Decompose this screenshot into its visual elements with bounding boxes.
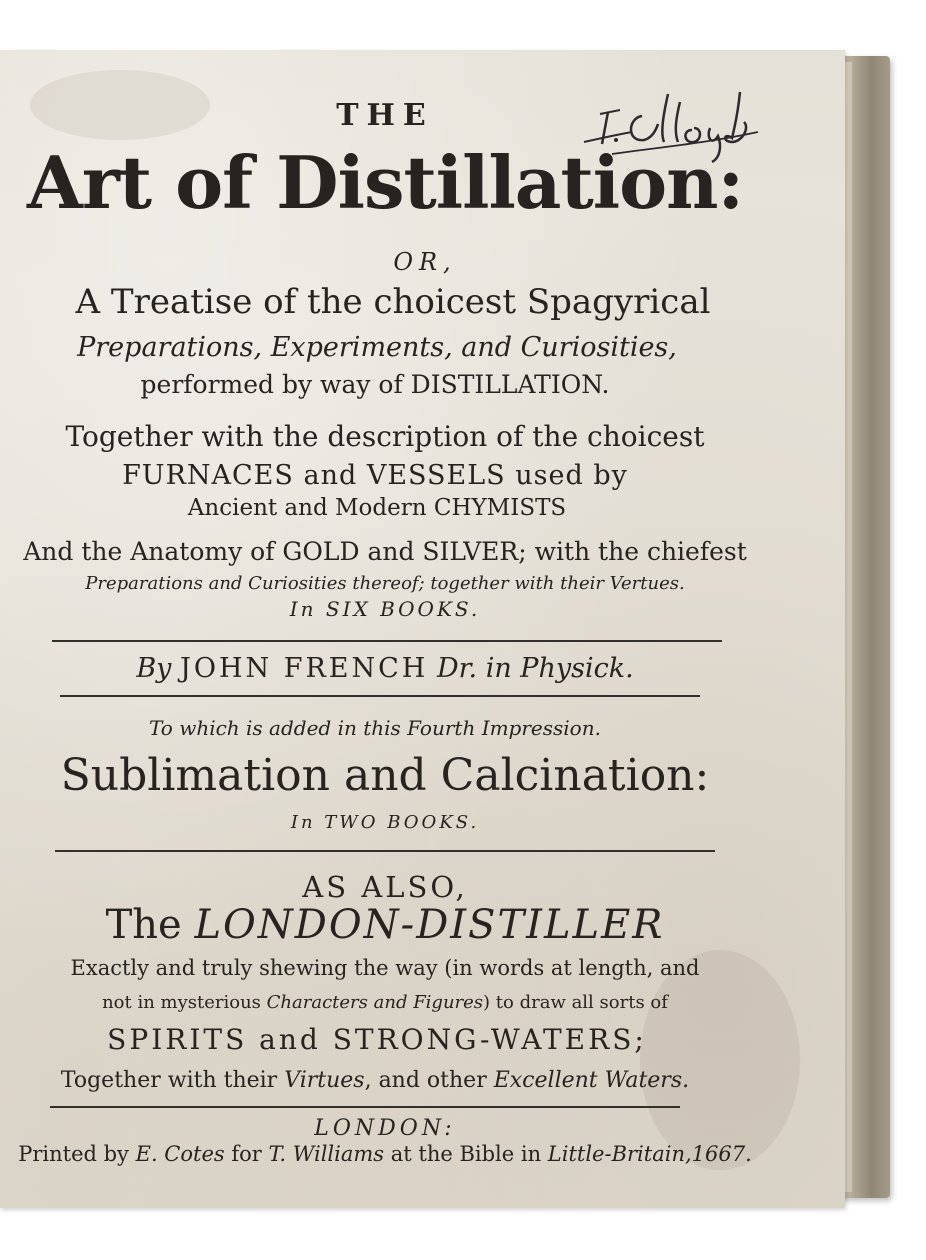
divider-rule	[50, 1106, 680, 1108]
title-or: OR,	[393, 248, 457, 276]
addition-note: To which is added in this Fourth Impression.	[149, 716, 601, 740]
virtues-line-a: Together with their	[60, 1068, 278, 1093]
virtues-line-b: Virtues	[284, 1068, 365, 1093]
imprint-location: at the Bible in	[390, 1142, 542, 1166]
distiller-line-2a: not in mysterious	[102, 992, 261, 1013]
divider-rule	[60, 695, 700, 697]
subtitle-line-4: Together with the description of the choicest	[65, 420, 705, 453]
virtues-line-d: Excellent Waters.	[493, 1068, 690, 1093]
distiller-line-2b: Characters and Figures	[266, 992, 484, 1013]
imprint-line	[0, 1142, 770, 1166]
author-line	[0, 653, 770, 684]
author-name: JOHN FRENCH	[180, 653, 429, 684]
author-by: By	[136, 653, 172, 684]
virtues-line-c: , and other	[364, 1068, 487, 1093]
subtitle-line-7: And the Anatomy of GOLD and SILVER; with the chiefest	[23, 537, 747, 566]
subtitle-line-8: Preparations and Curiosities thereof; together with their Vertues.	[85, 573, 685, 594]
author-title: Dr. in Physick.	[436, 653, 634, 684]
subtitle-line-2: Preparations, Experiments, and Curiosities,	[77, 332, 677, 363]
imprint-year: 1667.	[691, 1142, 752, 1166]
imprint-bookseller: T. Williams	[268, 1142, 385, 1166]
spirits-line: SPIRITS and STRONG-WATERS;	[107, 1023, 647, 1056]
addition-books: In TWO BOOKS.	[290, 812, 480, 833]
subtitle-line-3: performed by way of DISTILLATION.	[140, 370, 610, 399]
subtitle-line-1: A Treatise of the choicest Spagyrical	[75, 282, 711, 322]
subtitle-line-6: Ancient and Modern CHYMISTS	[187, 495, 567, 521]
distiller-title	[0, 902, 770, 948]
distiller-the: The	[105, 902, 182, 948]
distiller-line-2c: ) to draw all sorts of	[483, 992, 668, 1013]
virtues-line	[0, 1068, 760, 1093]
imprint-street: Little-Britain,	[547, 1142, 692, 1166]
distiller-line-1: Exactly and truly shewing the way (in words at length, and	[70, 956, 700, 980]
imprint-for: for	[231, 1142, 262, 1166]
as-also: AS ALSO,	[302, 870, 468, 904]
books-count: In SIX BOOKS.	[289, 597, 481, 621]
addition-title: Sublimation and Calcination:	[60, 750, 710, 801]
distiller-name: LONDON-DISTILLER	[194, 902, 665, 948]
subtitle-line-5: FURNACES and VESSELS used by	[122, 460, 628, 491]
distiller-line-2	[0, 992, 770, 1013]
title-the: THE	[336, 98, 434, 133]
divider-rule	[52, 640, 722, 642]
imprint-printed-by: Printed by	[18, 1142, 129, 1166]
imprint-printer: E. Cotes	[135, 1142, 225, 1166]
divider-rule	[55, 850, 715, 852]
main-title: Art of Distillation:	[26, 140, 744, 225]
title-page	[0, 50, 845, 1208]
imprint-city: LONDON:	[314, 1116, 456, 1141]
